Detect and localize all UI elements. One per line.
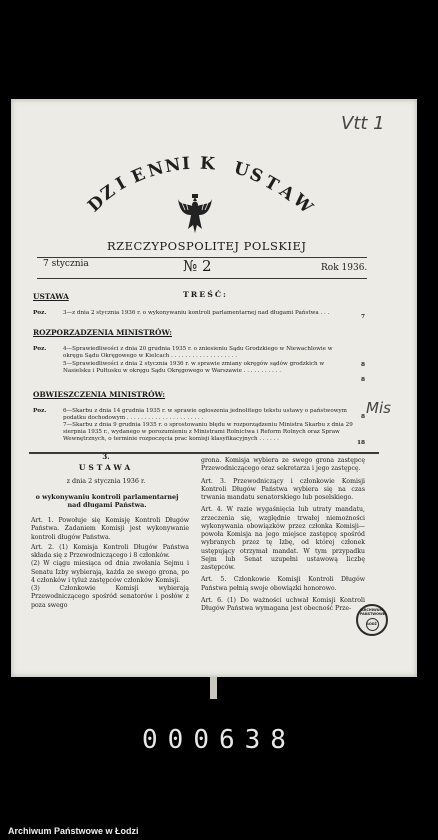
law-paragraph: grona. Komisja wybiera ze swego grona zastępcę Przewodniczącego oraz sekretarza i jego zastępcę. [201,457,365,473]
masthead-letter: N [163,155,183,178]
archive-stamp-inner [366,618,379,631]
law-title: o wykonywaniu kontroli parlamentarnej nad długami Państwa. [35,493,179,510]
masthead-letter: A [275,181,298,206]
law-paragraph: Art. 3. Przewodniczący i członkowie Komisji Kontroli Długów Państwa wybiera się na czas trwania mandatu senatorskiego lub poselskiego. [201,477,365,501]
binding-strip [210,677,217,699]
issue-number: № 2 [183,257,212,275]
masthead-letter: I [181,154,191,175]
frame-counter: 000638 [142,725,296,755]
toc-section-title: USTAWA [33,292,69,301]
archive-footer: Archiwum Państwowe w Łodzi [8,826,139,836]
masthead-rule-bottom [37,278,367,279]
toc-entry: 3—z dnia 2 stycznia 1936 r. o wykonywaniu kontroli parlamentarnej nad długami Państwa . . . [63,310,330,316]
handwritten-margin-note: Mis [366,399,391,417]
law-type: USTAWA [78,463,134,472]
toc-poz-label: Poz. [33,408,47,414]
masthead-letter: N [145,158,167,183]
toc-entry: 5—Sprawiedliwości z dnia 2 stycznia 1936 r. w sprawie zmiany okręgów sądów grodzkich w Nasielsku i Pułtusku w okręgu Sądu Okręgowego w Warszawie . . . . . . . . . . . [63,361,325,375]
document-page [11,99,417,677]
toc-page-number: 7 [361,314,366,320]
toc-entry: 7—Skarbu z dnia 9 grudnia 1935 r. o sprostowaniu błędu w rozporządzeniu Ministra Skarbu z dnia 29 sierpnia 1935 r., wydanego w porozumieniu z Ministrami Rolnictwa i Reform Rolnych oraz Spraw Wewnętrznych, o terminie rozpoczęcia prac komisji klasyfikacyjnych . . . . . . [63,422,353,443]
issue-year: Rok 1936. [321,263,368,273]
law-right-column [201,457,365,613]
archive-stamp [356,604,388,636]
masthead-letter: U [231,158,252,182]
masthead-letter: T [261,171,283,196]
toc-entry: 6—Skarbu z dnia 14 grudnia 1935 r. w sprawie ogłoszenia jednolitego tekstu ustawy o państwowym podatku dochodowym . . . . . . . . . . . . . . . . . . . . . . [63,408,347,422]
law-paragraph: Art. 5. Członkowie Komisji Kontroli Długów Państwa pełnią swoje obowiązki honorowo. [201,576,365,592]
archive-stamp-inner-text: ŁÓDŹ [367,622,377,627]
law-left-column [31,517,189,610]
law-number: 3. [102,452,110,461]
toc-page-number: 8 [361,414,366,420]
toc-section-title: ROZPORZĄDZENIA MINISTRÓW: [33,328,172,337]
toc-page-number: 8 [361,362,366,368]
masthead-letter: S [246,164,266,188]
toc-page-number: 18 [357,440,366,446]
law-paragraph: Art. 4. W razie wygaśnięcia lub utraty mandatu, zrzeczenia się, względnie trwałej niemożności wykonywania obowiązków przez członka Komisji—powoła Komisja na jego miejsce zastępcę spośród wybranych przez tę Izbę, od której członek ustępujący otrzymał mandat. W tym przypadku Sejm lub Senat uzupełni ustawową liczbę zastępców. [201,506,365,571]
law-paragraph: Art. 6. (1) Do ważności uchwał Komisji Kontroli Długów Państwa wymagana jest obecność Prze- [201,596,365,612]
eagle-emblem-icon [176,193,214,235]
toc-entry: 4—Sprawiedliwości z dnia 20 grudnia 1935 r. o zniesieniu Sądu Grodzkiego w Niewachlowie w okręgu Sądu Okręgowego w Kielcach . . . . . . . . . . . . . . . . . . . [63,346,333,360]
issue-date: 7 stycznia [43,259,89,269]
law-paragraph: Art. 1. Powołuje się Komisję Kontroli Długów Państwa. Zadaniem Komisji jest wykonywanie kontroli długów Państwa. [31,517,189,541]
masthead-letter: E [128,164,149,188]
toc-poz-label: Poz. [33,310,47,316]
masthead-letter: K [199,153,215,175]
toc-page-number: 8 [361,377,366,383]
law-date: z dnia 2 stycznia 1936 r. [66,477,146,485]
law-paragraph: Art. 2. (1) Komisja Kontroli Długów Państwa składa się z Przewodniczącego i 8 członków. [31,543,189,559]
archive-stamp-outer-text: ARCHIWUM PAŃSTWOWE [360,608,386,616]
masthead-subtitle: RZECZYPOSPOLITEJ POLSKIEJ [107,239,307,253]
law-paragraph: (3) Członkowie Komisji wybierają Przewodniczącego spośród senatorów i posłów z poza swego [31,585,189,609]
law-paragraph: (2) W ciągu miesiąca od dnia zwołania Sejmu i Senatu Izby wybierają, każda ze swego grona, po 4 członków i tyluż zastępców członków Komisji. [31,560,189,584]
masthead-letter: Z [97,181,120,205]
masthead-letter: W [289,190,317,219]
toc-heading: TREŚĆ: [183,290,228,299]
masthead-letter: D [83,191,109,217]
handwritten-corner-note: Vtt 1 [341,113,385,134]
toc-poz-label: Poz. [33,346,47,352]
masthead-letter: I [112,173,129,195]
toc-section-title: OBWIESZCZENIA MINISTRÓW: [33,390,166,399]
